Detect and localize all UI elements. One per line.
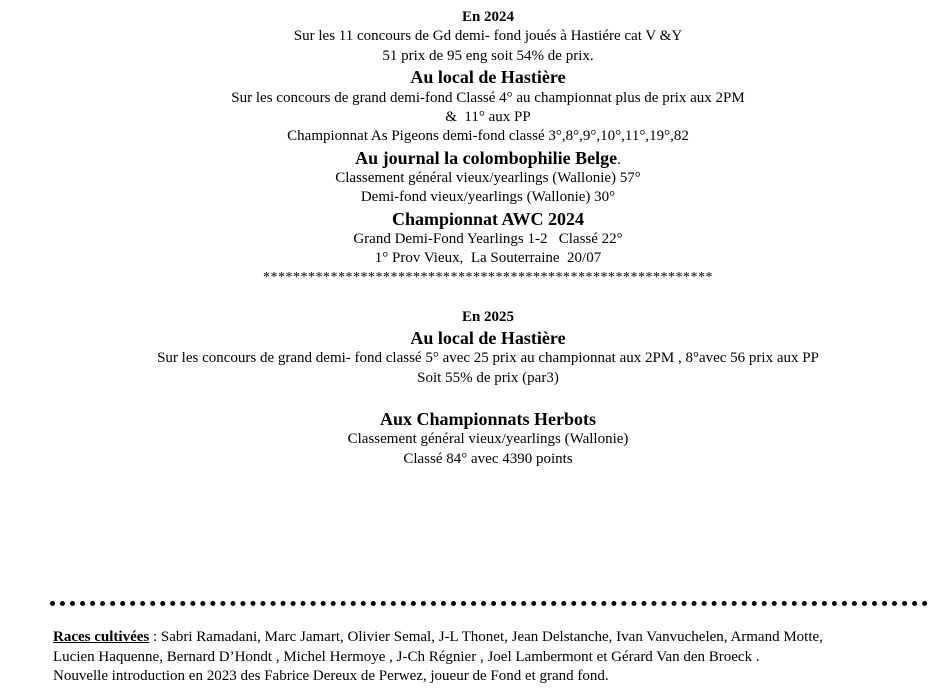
journal-heading: Au journal la colombophilie Belge <box>355 148 618 168</box>
awc-result-line-2: 1° Prov Vieux, La Souterraine 20/07 <box>374 250 602 266</box>
prize-summary-line: 51 prix de 95 eng soit 54% de prix. <box>382 48 594 64</box>
asterisk-separator: ************************************************************ <box>263 270 713 285</box>
journal-result-line-1: Classement général vieux/yearlings (Wallonie) 57° <box>335 170 641 186</box>
local-result-line-1: Sur les concours de grand demi-fond Classé 4° au championnat plus de prix aux 2PM <box>231 90 745 106</box>
local-2025-line-2: Soit 55% de prix (par3) <box>417 370 559 386</box>
races-names-1: : Sabri Ramadani, Marc Jamart, Olivier Semal, J-L Thonet, Jean Delstanche, Ivan Vanvuchelen, Armand Motte, <box>149 629 823 645</box>
local-hastiere-heading: Au local de Hastière <box>410 67 566 87</box>
herbots-line-1: Classement général vieux/yearlings (Wallonie) <box>347 431 629 447</box>
races-line-3: Nouvelle introduction en 2023 des Fabrice Dereux de Perwez, joueur de Fond et grand fond. <box>53 668 609 684</box>
journal-heading-dot: . <box>617 152 621 168</box>
local-result-line-3: Championnat As Pigeons demi-fond classé 3°,8°,9°,10°,11°,19°,82 <box>287 128 689 144</box>
dotted-divider <box>50 601 928 606</box>
herbots-heading: Aux Championnats Herbots <box>379 409 597 429</box>
awc-result-line-1: Grand Demi-Fond Yearlings 1-2 Classé 22° <box>353 231 623 247</box>
races-label: Races cultivées <box>53 629 150 645</box>
races-line-1 <box>53 630 943 645</box>
races-line-2: Lucien Haquenne, Bernard D’Hondt , Michel Hermoye , J-Ch Régnier , Joel Lambermont et Gérard Van den Broeck . <box>53 649 760 665</box>
awc-heading: Championnat AWC 2024 <box>391 209 585 229</box>
journal-heading-line <box>0 149 947 168</box>
contest-summary-line: Sur les 11 concours de Gd demi- fond joués à Hastiére cat V &Y <box>293 28 683 44</box>
year-2025-heading: En 2025 <box>461 309 515 325</box>
local-result-line-2: & 11° aux PP <box>445 109 531 125</box>
local-hastiere-heading-2025: Au local de Hastière <box>410 328 566 348</box>
local-2025-line-1: Sur les concours de grand demi- fond classé 5° avec 25 prix au championnat aux 2PM , 8°avec 56 prix aux PP <box>157 350 819 366</box>
journal-result-line-2: Demi-fond vieux/yearlings (Wallonie) 30° <box>360 189 616 205</box>
year-2024-heading: En 2024 <box>461 9 515 25</box>
herbots-line-2: Classé 84° avec 4390 points <box>403 451 573 467</box>
